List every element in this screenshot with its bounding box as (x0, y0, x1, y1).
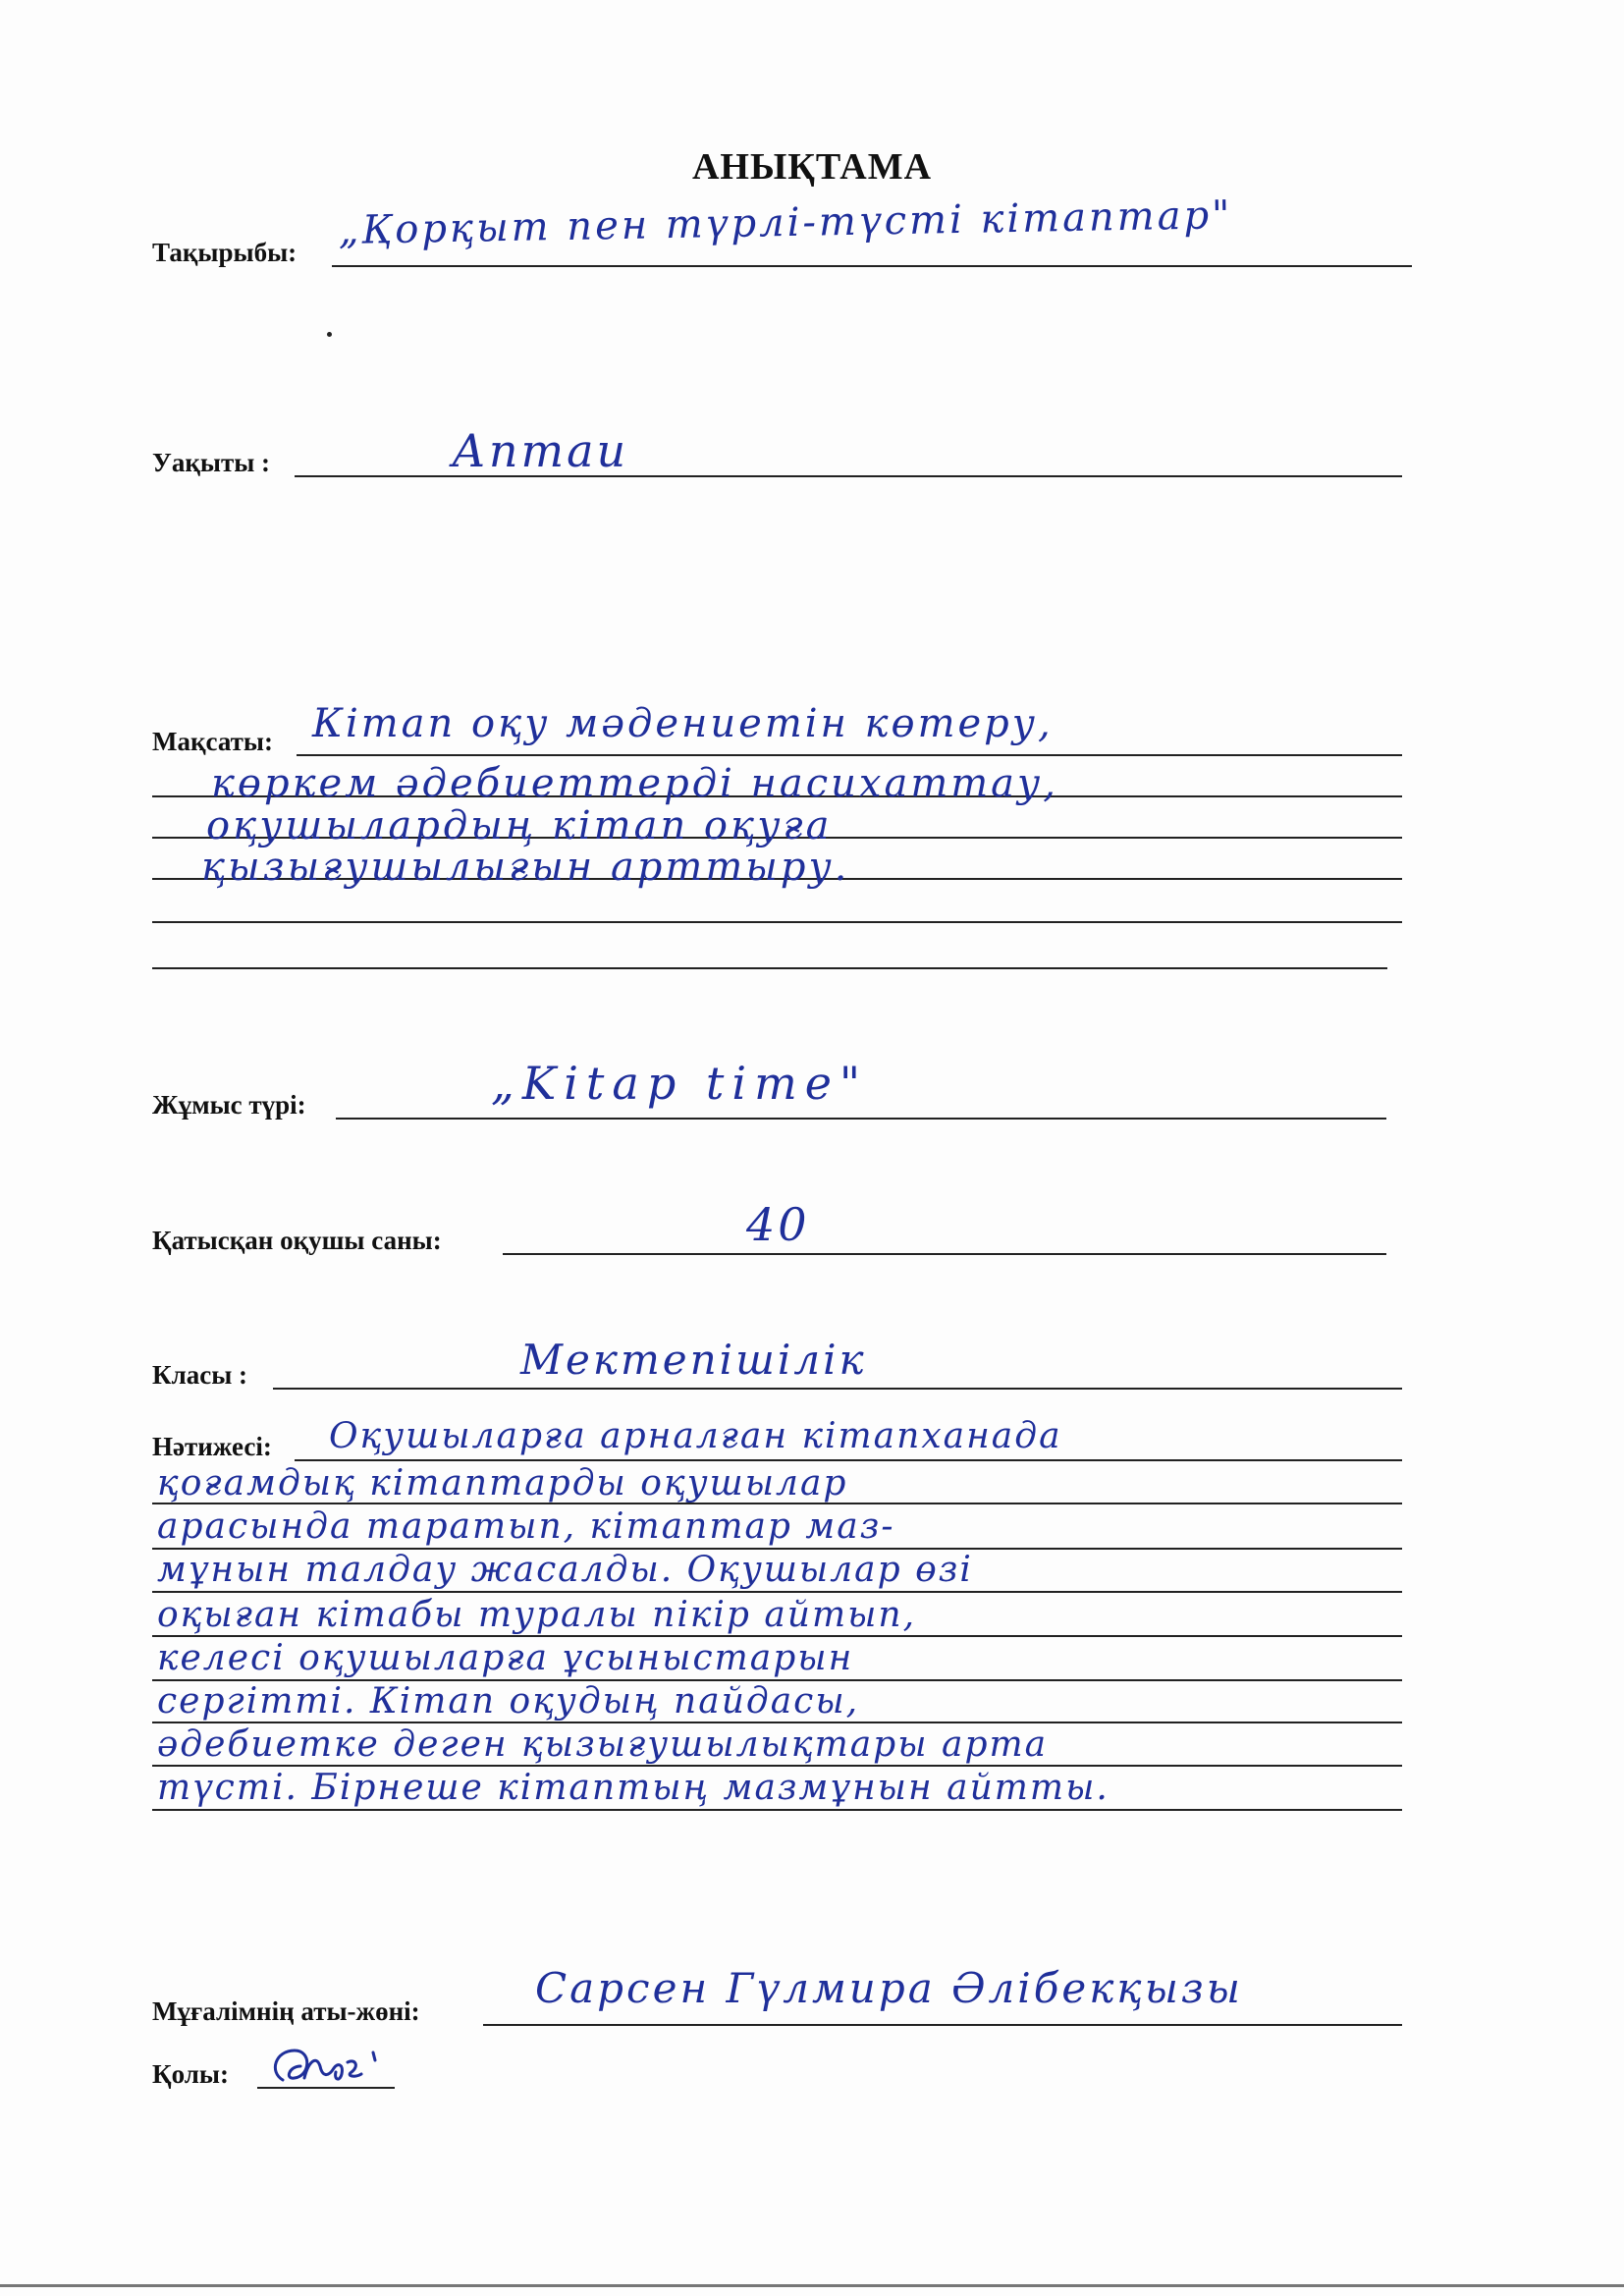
students-count-label: Қатысқан оқушы саны: (152, 1226, 442, 1255)
result-line-2: қоғамдық кітаптарды оқушылар (157, 1463, 848, 1503)
result-label: Нәтижесі: (152, 1432, 272, 1461)
result-line-3: арасында таратып, кітаптар маз- (157, 1506, 895, 1547)
result-underline-8 (152, 1765, 1402, 1767)
topic-underline (332, 265, 1412, 267)
work-type-underline (336, 1118, 1386, 1120)
result-line-7: сергітті. Кітап оқудың пайдасы, (157, 1681, 860, 1722)
teacher-value: Сарсен Гүлмира Әлібекқызы (535, 1964, 1244, 2012)
topic-value: „Қорқыт пен түрлі-түсті кітаптар" (338, 192, 1233, 253)
document-title: АНЫҚТАМА (691, 146, 933, 188)
result-underline-7 (152, 1722, 1402, 1723)
purpose-line-1: Кітап оқу мәдениетін көтеру, (312, 701, 1054, 746)
purpose-label: Мақсаты: (152, 727, 273, 756)
stray-dot (327, 332, 332, 337)
work-type-value: „Kitap time" (491, 1057, 869, 1110)
purpose-line-2: көркем әдебиеттерді насихаттау, (211, 761, 1058, 806)
purpose-line-3: оқушылардың кітап оқуға (206, 803, 833, 848)
page-bottom-border (0, 2284, 1624, 2287)
result-line-6: келесі оқушыларға ұсыныстарын (157, 1638, 854, 1678)
result-line-1: Оқушыларға арналған кітапханада (329, 1416, 1062, 1456)
time-value: Аптаи (452, 424, 629, 477)
teacher-underline (483, 2024, 1402, 2026)
result-line-4: мұнын талдау жасалды. Оқушылар өзі (157, 1550, 973, 1590)
time-label: Уақыты : (152, 448, 271, 477)
topic-label: Тақырыбы: (152, 238, 298, 267)
work-type-label: Жұмыс түрі: (152, 1090, 306, 1120)
result-line-5: оқыған кітабы туралы пікір айтып, (157, 1595, 917, 1635)
class-underline (273, 1388, 1402, 1390)
signature-label: Қолы: (152, 2059, 229, 2089)
result-underline-5 (152, 1635, 1402, 1637)
students-count-underline (503, 1253, 1386, 1255)
purpose-underline-5 (152, 921, 1402, 923)
result-underline-4 (152, 1591, 1402, 1593)
purpose-underline-6 (152, 967, 1387, 969)
purpose-line-4: қызығушылығын арттыру. (201, 845, 850, 890)
class-value: Мектепішілік (520, 1336, 867, 1384)
result-underline-9 (152, 1809, 1402, 1811)
teacher-label: Мұғалімнің аты-жөні: (152, 1996, 420, 2026)
purpose-underline-1 (297, 754, 1402, 756)
result-underline-1 (295, 1459, 1402, 1461)
result-line-8: әдебиетке деген қызығушылықтары арта (157, 1724, 1049, 1765)
result-line-9: түсті. Бірнеше кітаптың мазмұнын айтты. (157, 1768, 1110, 1808)
signature-mark (265, 2033, 393, 2102)
class-label: Класы : (152, 1360, 248, 1390)
students-count-value: 40 (746, 1198, 810, 1251)
